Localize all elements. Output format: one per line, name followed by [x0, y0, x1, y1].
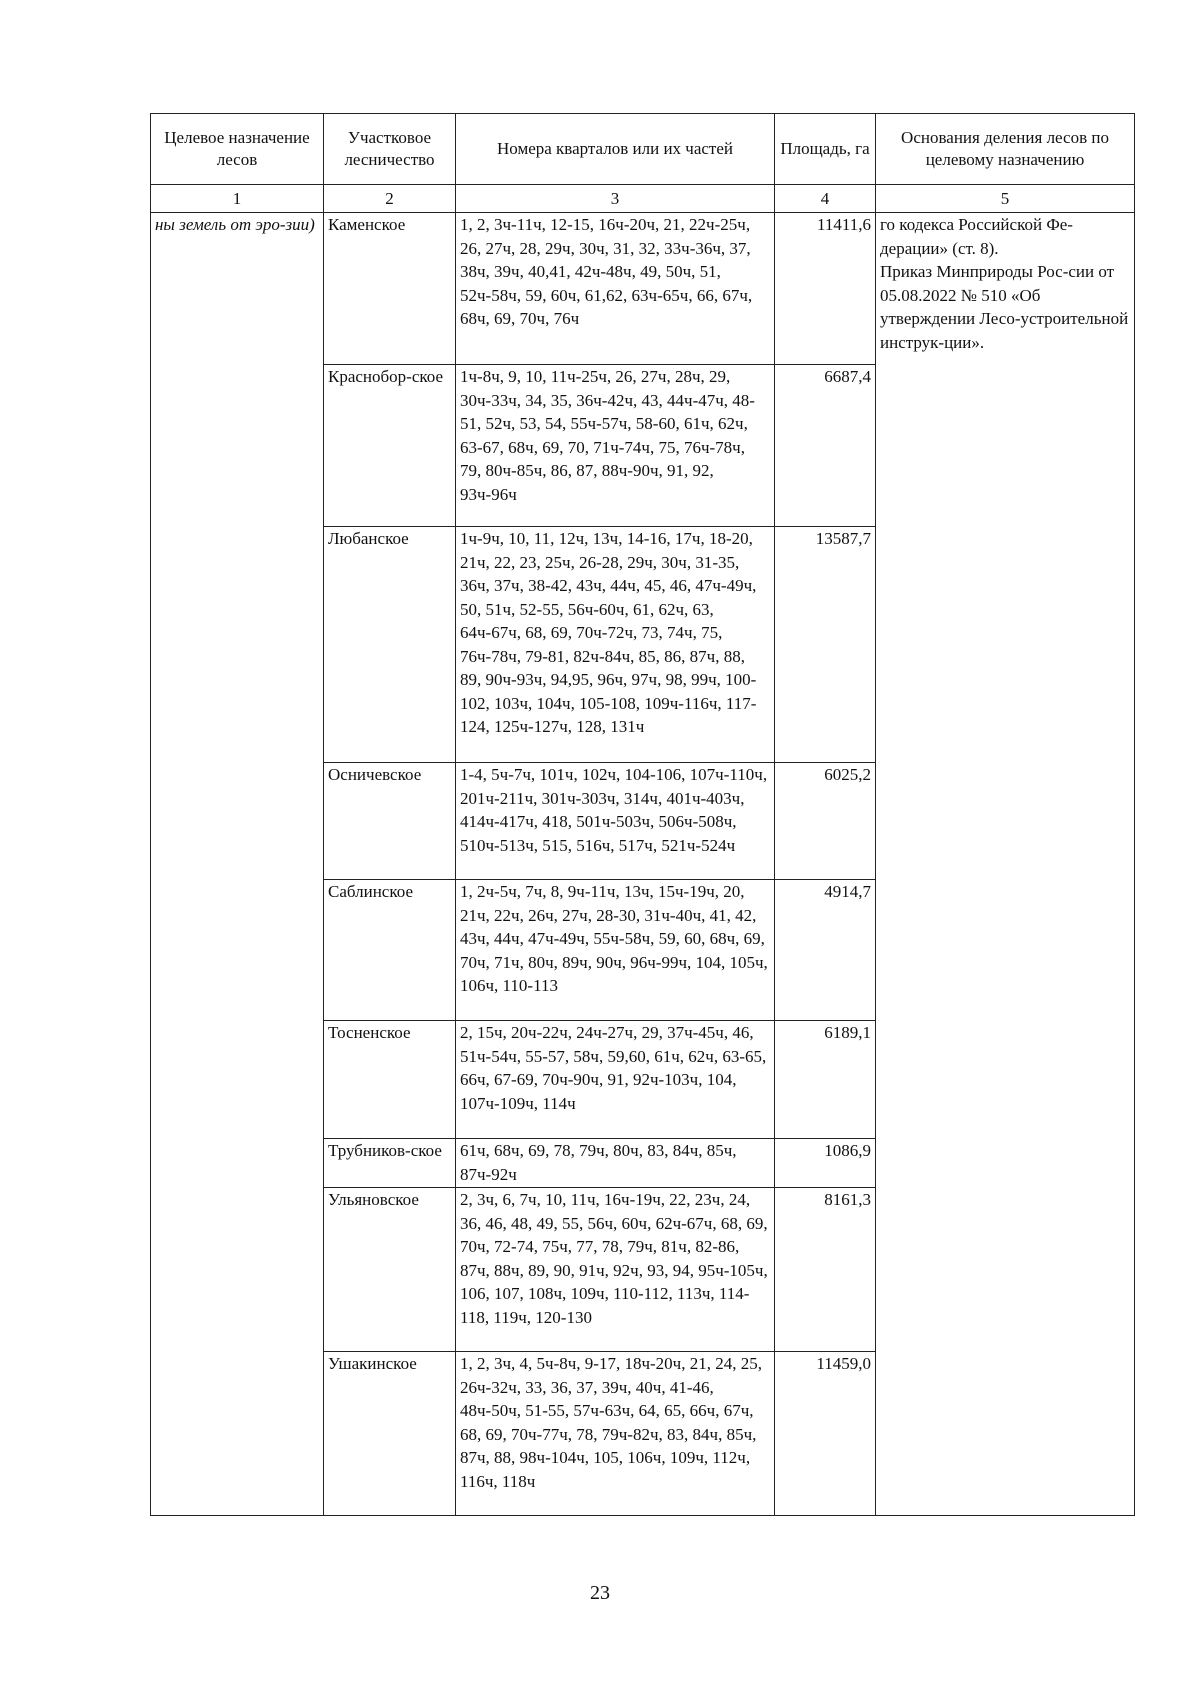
quarters-cell: 1ч-8ч, 9, 10, 11ч-25ч, 26, 27ч, 28ч, 29, 30ч-33ч, 34, 35, 36ч-42ч, 43, 44ч-47ч, 48-51, 52ч, 53, 54, 55ч-57ч, 58-60, 61ч, 62ч, 63-67, 68ч, 69, 70, 71ч-74ч, 75, 76ч-78ч, 79, 80ч-85ч, 86, 87, 88ч-90ч, 91, 92, 93ч-96ч: [456, 365, 775, 527]
area-cell: 13587,7: [775, 527, 876, 763]
column-number: 1: [151, 185, 324, 213]
column-number: 3: [456, 185, 775, 213]
forestry-cell: Любанское: [324, 527, 456, 763]
forestry-cell: Трубников-ское: [324, 1139, 456, 1188]
quarters-cell: 1-4, 5ч-7ч, 101ч, 102ч, 104-106, 107ч-110ч, 201ч-211ч, 301ч-303ч, 314ч, 401ч-403ч, 414ч-417ч, 418, 501ч-503ч, 506ч-508ч, 510ч-513ч, 515, 516ч, 517ч, 521ч-524ч: [456, 763, 775, 880]
area-cell: 8161,3: [775, 1188, 876, 1352]
header-quarters: Номера кварталов или их частей: [456, 114, 775, 185]
area-cell: 6687,4: [775, 365, 876, 527]
area-cell: 4914,7: [775, 880, 876, 1021]
purpose-cell: ны земель от эро-зии): [151, 213, 324, 1516]
quarters-cell: 2, 15ч, 20ч-22ч, 24ч-27ч, 29, 37ч-45ч, 46, 51ч-54ч, 55-57, 58ч, 59,60, 61ч, 62ч, 63-65, 66ч, 67-69, 70ч-90ч, 91, 92ч-103ч, 104, 107ч-109ч, 114ч: [456, 1021, 775, 1139]
forestry-cell: Ушакинское: [324, 1352, 456, 1516]
column-number-row: [151, 185, 1135, 213]
table-header-row: [151, 114, 1135, 185]
area-cell: 11411,6: [775, 213, 876, 365]
forest-purpose-table: [150, 113, 1135, 1516]
forestry-cell: Каменское: [324, 213, 456, 365]
area-cell: 1086,9: [775, 1139, 876, 1188]
table-row: [151, 213, 1135, 365]
area-cell: 11459,0: [775, 1352, 876, 1516]
quarters-cell: 61ч, 68ч, 69, 78, 79ч, 80ч, 83, 84ч, 85ч, 87ч-92ч: [456, 1139, 775, 1188]
quarters-cell: 2, 3ч, 6, 7ч, 10, 11ч, 16ч-19ч, 22, 23ч, 24, 36, 46, 48, 49, 55, 56ч, 60ч, 62ч-67ч, 68, 69, 70ч, 72-74, 75ч, 77, 78, 79ч, 81ч, 82-86, 87ч, 88ч, 89, 90, 91ч, 92ч, 93, 94, 95ч-105ч, 106, 107, 108ч, 109ч, 110-112, 113ч, 114-118, 119ч, 120-130: [456, 1188, 775, 1352]
page-number: 23: [590, 1582, 610, 1604]
header-basis: Основания деления лесов по целевому назначению: [876, 114, 1135, 185]
table-body: [151, 213, 1135, 1516]
forestry-cell: Ульяновское: [324, 1188, 456, 1352]
header-area: Площадь, га: [775, 114, 876, 185]
header-forestry: Участковое лесничество: [324, 114, 456, 185]
column-number: 4: [775, 185, 876, 213]
forestry-cell: Краснобор-ское: [324, 365, 456, 527]
area-cell: 6189,1: [775, 1021, 876, 1139]
quarters-cell: 1ч-9ч, 10, 11, 12ч, 13ч, 14-16, 17ч, 18-20, 21ч, 22, 23, 25ч, 26-28, 29ч, 30ч, 31-35, 36ч, 37ч, 38-42, 43ч, 44ч, 45, 46, 47ч-49ч, 50, 51ч, 52-55, 56ч-60ч, 61, 62ч, 63, 64ч-67ч, 68, 69, 70ч-72ч, 73, 74ч, 75, 76ч-78ч, 79-81, 82ч-84ч, 85, 86, 87ч, 88, 89, 90ч-93ч, 94,95, 96ч, 97ч, 98, 99ч, 100-102, 103ч, 104ч, 105-108, 109ч-116ч, 117-124, 125ч-127ч, 128, 131ч: [456, 527, 775, 763]
header-purpose: Целевое назначение лесов: [151, 114, 324, 185]
quarters-cell: 1, 2, 3ч-11ч, 12-15, 16ч-20ч, 21, 22ч-25ч, 26, 27ч, 28, 29ч, 30ч, 31, 32, 33ч-36ч, 37, 38ч, 39ч, 40,41, 42ч-48ч, 49, 50ч, 51, 52ч-58ч, 59, 60ч, 61,62, 63ч-65ч, 66, 67ч, 68ч, 69, 70ч, 76ч: [456, 213, 775, 365]
quarters-cell: 1, 2ч-5ч, 7ч, 8, 9ч-11ч, 13ч, 15ч-19ч, 20, 21ч, 22ч, 26ч, 27ч, 28-30, 31ч-40ч, 41, 42, 43ч, 44ч, 47ч-49ч, 55ч-58ч, 59, 60, 68ч, 69, 70ч, 71ч, 80ч, 89ч, 90ч, 96ч-99ч, 104, 105ч, 106ч, 110-113: [456, 880, 775, 1021]
forestry-cell: Тосненское: [324, 1021, 456, 1139]
forestry-cell: Саблинское: [324, 880, 456, 1021]
basis-cell: го кодекса Российской Фе-дерации» (ст. 8). Приказ Минприроды Рос-сии от 05.08.2022 № 510 «Об утверждении Лесо-устроительной инструк-ции».: [876, 213, 1135, 1516]
column-number: 5: [876, 185, 1135, 213]
area-cell: 6025,2: [775, 763, 876, 880]
column-number: 2: [324, 185, 456, 213]
quarters-cell: 1, 2, 3ч, 4, 5ч-8ч, 9-17, 18ч-20ч, 21, 24, 25, 26ч-32ч, 33, 36, 37, 39ч, 40ч, 41-46, 48ч-50ч, 51-55, 57ч-63ч, 64, 65, 66ч, 67ч, 68, 69, 70ч-77ч, 78, 79ч-82ч, 83, 84ч, 85ч, 87ч, 88, 98ч-104ч, 105, 106ч, 109ч, 112ч, 116ч, 118ч: [456, 1352, 775, 1516]
forestry-cell: Осничевское: [324, 763, 456, 880]
